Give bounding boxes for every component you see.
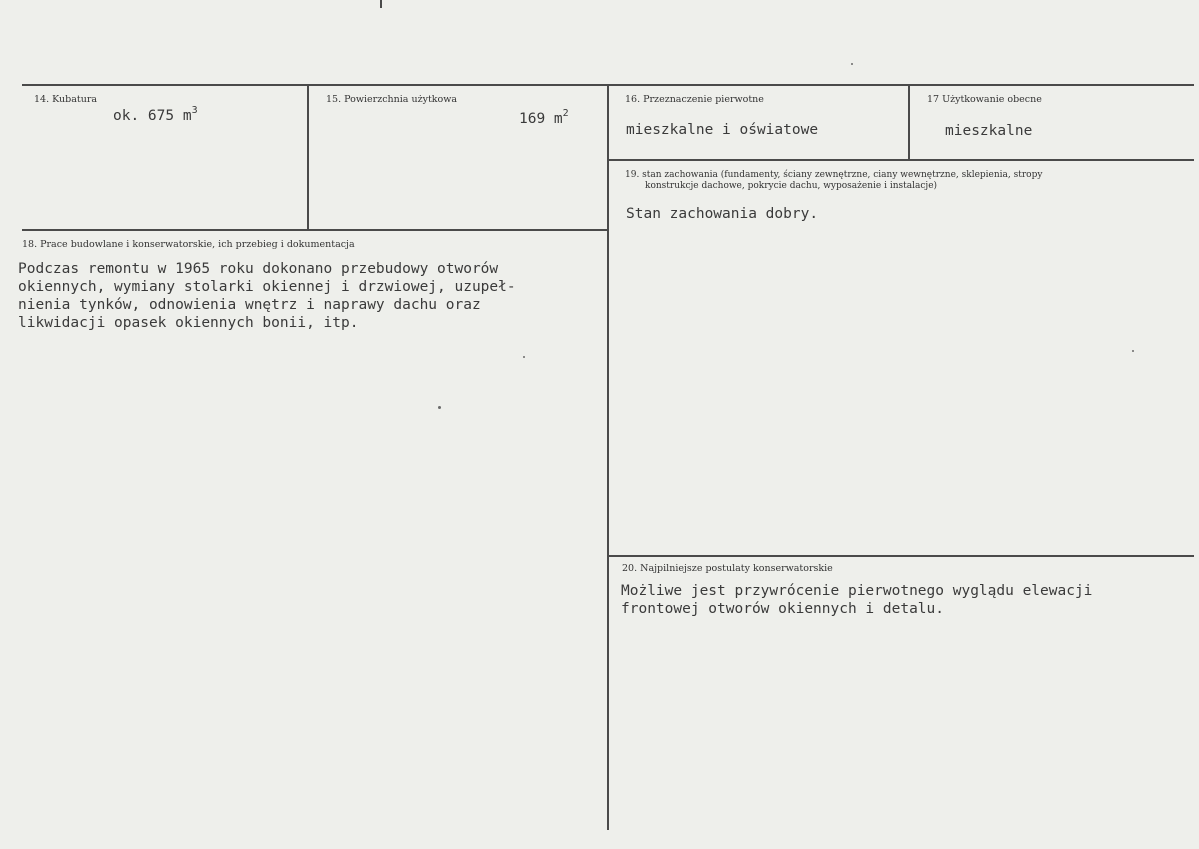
field-18-line-1: Podczas remontu w 1965 roku dokonano przebudowy otworów: [18, 261, 499, 277]
field-18-label: 18. Prace budowlane i konserwatorskie, ich przebieg i dokumentacja: [22, 239, 355, 250]
field-17-label: 17 Użytkowanie obecne: [927, 94, 1042, 105]
field-14-value-text: ok. 675 m: [113, 108, 192, 124]
rule-above-20: [609, 555, 1194, 557]
divider-16-17: [908, 85, 910, 160]
field-20-line-2: frontowej otworów okiennych i detalu.: [621, 601, 945, 617]
field-16-label: 16. Przeznaczenie pierwotne: [625, 94, 764, 105]
center-divider: [607, 85, 609, 830]
field-15-unit-exponent: 2: [562, 108, 569, 119]
field-20-label: 20. Najpilniejsze postulaty konserwatorskie: [622, 563, 833, 574]
field-14-label: 14. Kubatura: [34, 94, 98, 105]
paper-speck: [851, 63, 853, 65]
field-15-value: [519, 110, 569, 128]
field-17-value: mieszkalne: [945, 123, 1033, 139]
field-18-line-3: nienia tynków, odnowienia wnętrz i naprawy dachu oraz: [18, 297, 481, 313]
rule-under-16-17: [609, 159, 1194, 161]
field-19-label-line-1: 19. stan zachowania (fundamenty, ściany zewnętrzne, ciany wewnętrzne, sklepienia, stropy: [625, 170, 1043, 180]
paper-speck: [523, 356, 525, 358]
field-18-line-4: likwidacji opasek okiennych bonii, itp.: [18, 315, 359, 331]
rule-under-14-15: [22, 229, 609, 231]
field-14-value: [113, 107, 198, 125]
field-19-label-line-2: konstrukcje dachowe, pokrycie dachu, wyposażenie i instalacje): [645, 181, 938, 191]
paper-speck: [438, 406, 441, 409]
field-20-line-1: Możliwe jest przywrócenie pierwotnego wyglądu elewacji: [621, 583, 1093, 599]
field-18-line-2: okiennych, wymiany stolarki okiennej i drzwiowej, uzupeł-: [18, 279, 516, 295]
divider-14-15: [307, 85, 309, 230]
field-15-value-text: 169 m: [519, 111, 563, 127]
field-14-unit-exponent: 3: [191, 105, 198, 116]
paper-speck: [1132, 350, 1134, 352]
field-15-label: 15. Powierzchnia użytkowa: [326, 94, 458, 105]
field-16-value: mieszkalne i oświatowe: [626, 122, 819, 138]
field-19-value: Stan zachowania dobry.: [626, 206, 819, 222]
top-tick-mark: [380, 0, 382, 8]
